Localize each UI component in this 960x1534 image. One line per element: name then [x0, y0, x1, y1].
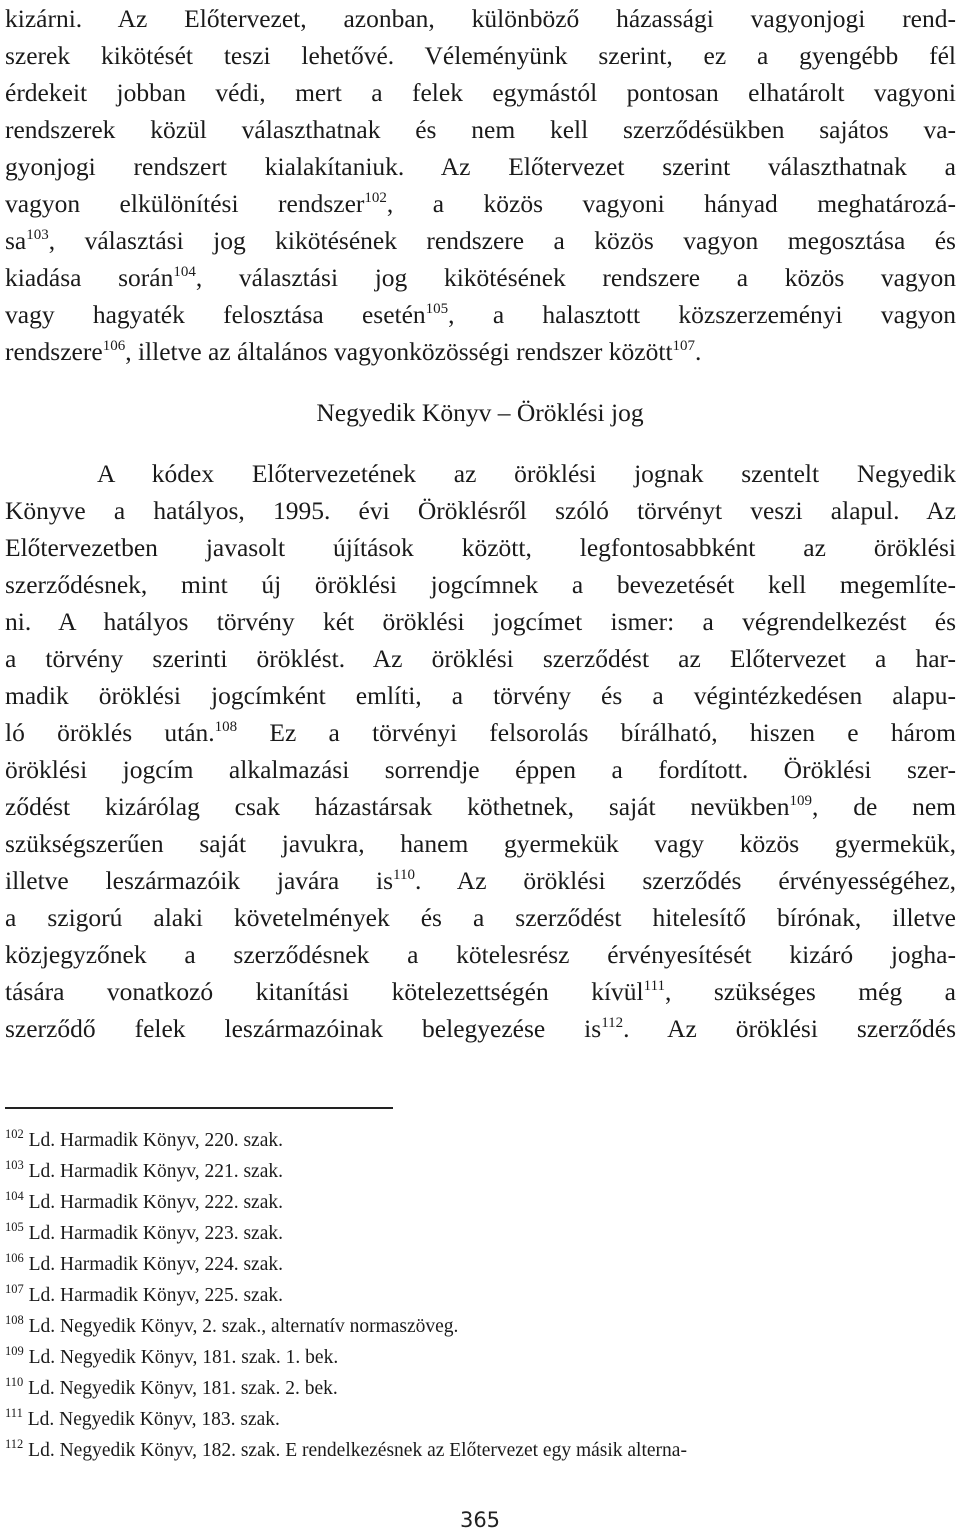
footnote-number: 104 [5, 1188, 24, 1203]
footnote-reference: 111 [643, 977, 666, 994]
body-line [5, 1010, 956, 1048]
footnote-text: Ld. Negyedik Könyv, 182. szak. E rendelkezésnek az Előtervezet egy másik alterna- [23, 1440, 687, 1461]
footnote-number: 107 [5, 1281, 24, 1296]
footnote-reference: 107 [672, 337, 696, 354]
footnote [5, 1188, 960, 1218]
footnote [5, 1374, 960, 1404]
text-run: kiadása során [5, 263, 174, 292]
body-line: kizárni. Az Előtervezet, azonban, különböző házassági vagyonjogi rend- [5, 4, 956, 33]
body-line: madik öröklési jogcímként említi, a törvény és a végintézkedésen alapu- [5, 681, 956, 710]
footnote-reference: 103 [26, 226, 49, 243]
footnote [5, 1343, 960, 1373]
body-line [5, 333, 956, 371]
footnote-text: Ld. Harmadik Könyv, 221. szak. [23, 1161, 283, 1182]
body-line: gyonjogi rendszert kialakítaniuk. Az Előtervezet szerint választhatnak a [5, 152, 956, 181]
text-run: Ez a törvényi felsorolás bírálható, hiszen e három [237, 718, 956, 747]
body-line: ni. A hatályos törvény két öröklési jogcímet ismer: a végrendelkezést és [5, 607, 956, 636]
text-run: tására vonatkozó kitanítási kötelezettségén kívül [5, 977, 644, 1006]
footnote-reference: 105 [425, 300, 449, 317]
body-line [5, 185, 956, 223]
footnote-reference: 110 [393, 866, 415, 883]
body-line: a törvény szerinti öröklést. Az öröklési szerződést az Előtervezet a har- [5, 644, 956, 673]
footnote-text: Ld. Negyedik Könyv, 183. szak. [22, 1409, 280, 1430]
footnote-reference: 108 [214, 718, 238, 735]
footnote-text: Ld. Harmadik Könyv, 225. szak. [23, 1285, 283, 1306]
footnote [5, 1436, 960, 1466]
footnote [5, 1312, 960, 1342]
footnote-number: 111 [5, 1405, 23, 1420]
section-heading: Negyedik Könyv – Öröklési jog [316, 398, 644, 427]
text-run: , a halasztott közszerzeményi vagyon [448, 300, 956, 329]
body-line [5, 714, 956, 752]
footnote [5, 1250, 960, 1280]
page-number: 365 [459, 1508, 501, 1532]
text-run: . Az öröklési szerződés [623, 1014, 956, 1043]
body-line: a szigorú alaki követelmények és a szerződést hitelesítő bírónak, illetve [5, 903, 956, 932]
footnote-number: 103 [5, 1157, 24, 1172]
footnote-number: 110 [5, 1374, 24, 1389]
body-line [5, 259, 956, 297]
text-run: , választási jog kikötésének rendszere a közös vagyon megosztása és [48, 226, 956, 255]
footnote-number: 112 [5, 1436, 24, 1451]
text-run: , választási jog kikötésének rendszere a közös vagyon [195, 263, 956, 292]
footnote [5, 1405, 960, 1435]
body-line: érdekeit jobban védi, mert a felek egymástól pontosan elhatárolt vagyoni [5, 78, 956, 107]
body-line [5, 862, 956, 900]
body-line: Előtervezetben javasolt újítások között, legfontosabbként az öröklési [5, 533, 956, 562]
text-run: illetve leszármazóik javára is [5, 866, 394, 895]
footnote-reference: 109 [789, 792, 813, 809]
footnote-reference: 104 [173, 263, 196, 280]
footnote-text: Ld. Harmadik Könyv, 224. szak. [23, 1254, 283, 1275]
footnote-number: 108 [5, 1312, 24, 1327]
footnote-text: Ld. Harmadik Könyv, 220. szak. [23, 1130, 283, 1151]
footnote-text: Ld. Harmadik Könyv, 222. szak. [23, 1192, 283, 1213]
footnote-text: Ld. Negyedik Könyv, 181. szak. 2. bek. [23, 1378, 338, 1399]
footnote [5, 1281, 960, 1311]
body-line: rendszerek közül választhatnak és nem kell szerződésükben sajátos va- [5, 115, 956, 144]
footnote-number: 109 [5, 1343, 24, 1358]
footnote [5, 1157, 960, 1187]
footnote-reference: 106 [102, 337, 126, 354]
body-line: öröklési jogcím alkalmazási sorrendje éppen a fordított. Öröklési szer- [5, 755, 956, 784]
body-line [5, 973, 956, 1011]
text-run: . Az öröklési szerződés érvényességéhez, [415, 866, 957, 895]
text-run: , a közös vagyoni hányad meghatározá- [386, 189, 956, 218]
text-run: . [695, 337, 702, 366]
body-line [5, 296, 956, 334]
text-run: , illetve az általános vagyonközösségi rendszer között [125, 337, 673, 366]
text-run: sa [5, 226, 27, 255]
text-run: ló öröklés után. [5, 718, 215, 747]
text-run: vagyon elkülönítési rendszer [5, 189, 365, 218]
text-run: vagy hagyaték felosztása esetén [5, 300, 426, 329]
footnote [5, 1126, 960, 1156]
footnote-separator [5, 1107, 393, 1109]
footnote-text: Ld. Harmadik Könyv, 223. szak. [23, 1223, 283, 1244]
body-line: Könyve a hatályos, 1995. évi Öröklésről szóló törvényt veszi alapul. Az [5, 496, 956, 525]
footnote-reference: 102 [364, 189, 387, 206]
body-line: szükségszerűen saját javukra, hanem gyermekük vagy közös gyermekük, [5, 829, 956, 858]
body-line: A kódex Előtervezetének az öröklési jognak szentelt Negyedik [97, 459, 956, 488]
footnote [5, 1219, 960, 1249]
footnote-number: 102 [5, 1126, 24, 1141]
body-line [5, 222, 956, 260]
footnote-text: Ld. Negyedik Könyv, 181. szak. 1. bek. [23, 1347, 339, 1368]
text-run: , szükséges még a [665, 977, 956, 1006]
footnote-number: 105 [5, 1219, 24, 1234]
body-line: szerződésnek, mint új öröklési jogcímnek a bevezetését kell megemlíte- [5, 570, 956, 599]
footnote-number: 106 [5, 1250, 24, 1265]
text-run: rendszere [5, 337, 103, 366]
footnote-reference: 112 [601, 1014, 624, 1031]
text-run: szerződő felek leszármazóinak belegyezése is [5, 1014, 602, 1043]
body-line: szerek kikötését teszi lehetővé. Véleményünk szerint, ez a gyengébb fél [5, 41, 956, 70]
text-run: ződést kizárólag csak házastársak köthetnek, saját nevükben [5, 792, 790, 821]
body-line: közjegyzőnek a szerződésnek a kötelesrész érvényesítését kizáró jogha- [5, 940, 956, 969]
text-run: , de nem [812, 792, 956, 821]
footnote-text: Ld. Negyedik Könyv, 2. szak., alternatív normaszöveg. [23, 1316, 459, 1337]
body-line [5, 788, 956, 826]
